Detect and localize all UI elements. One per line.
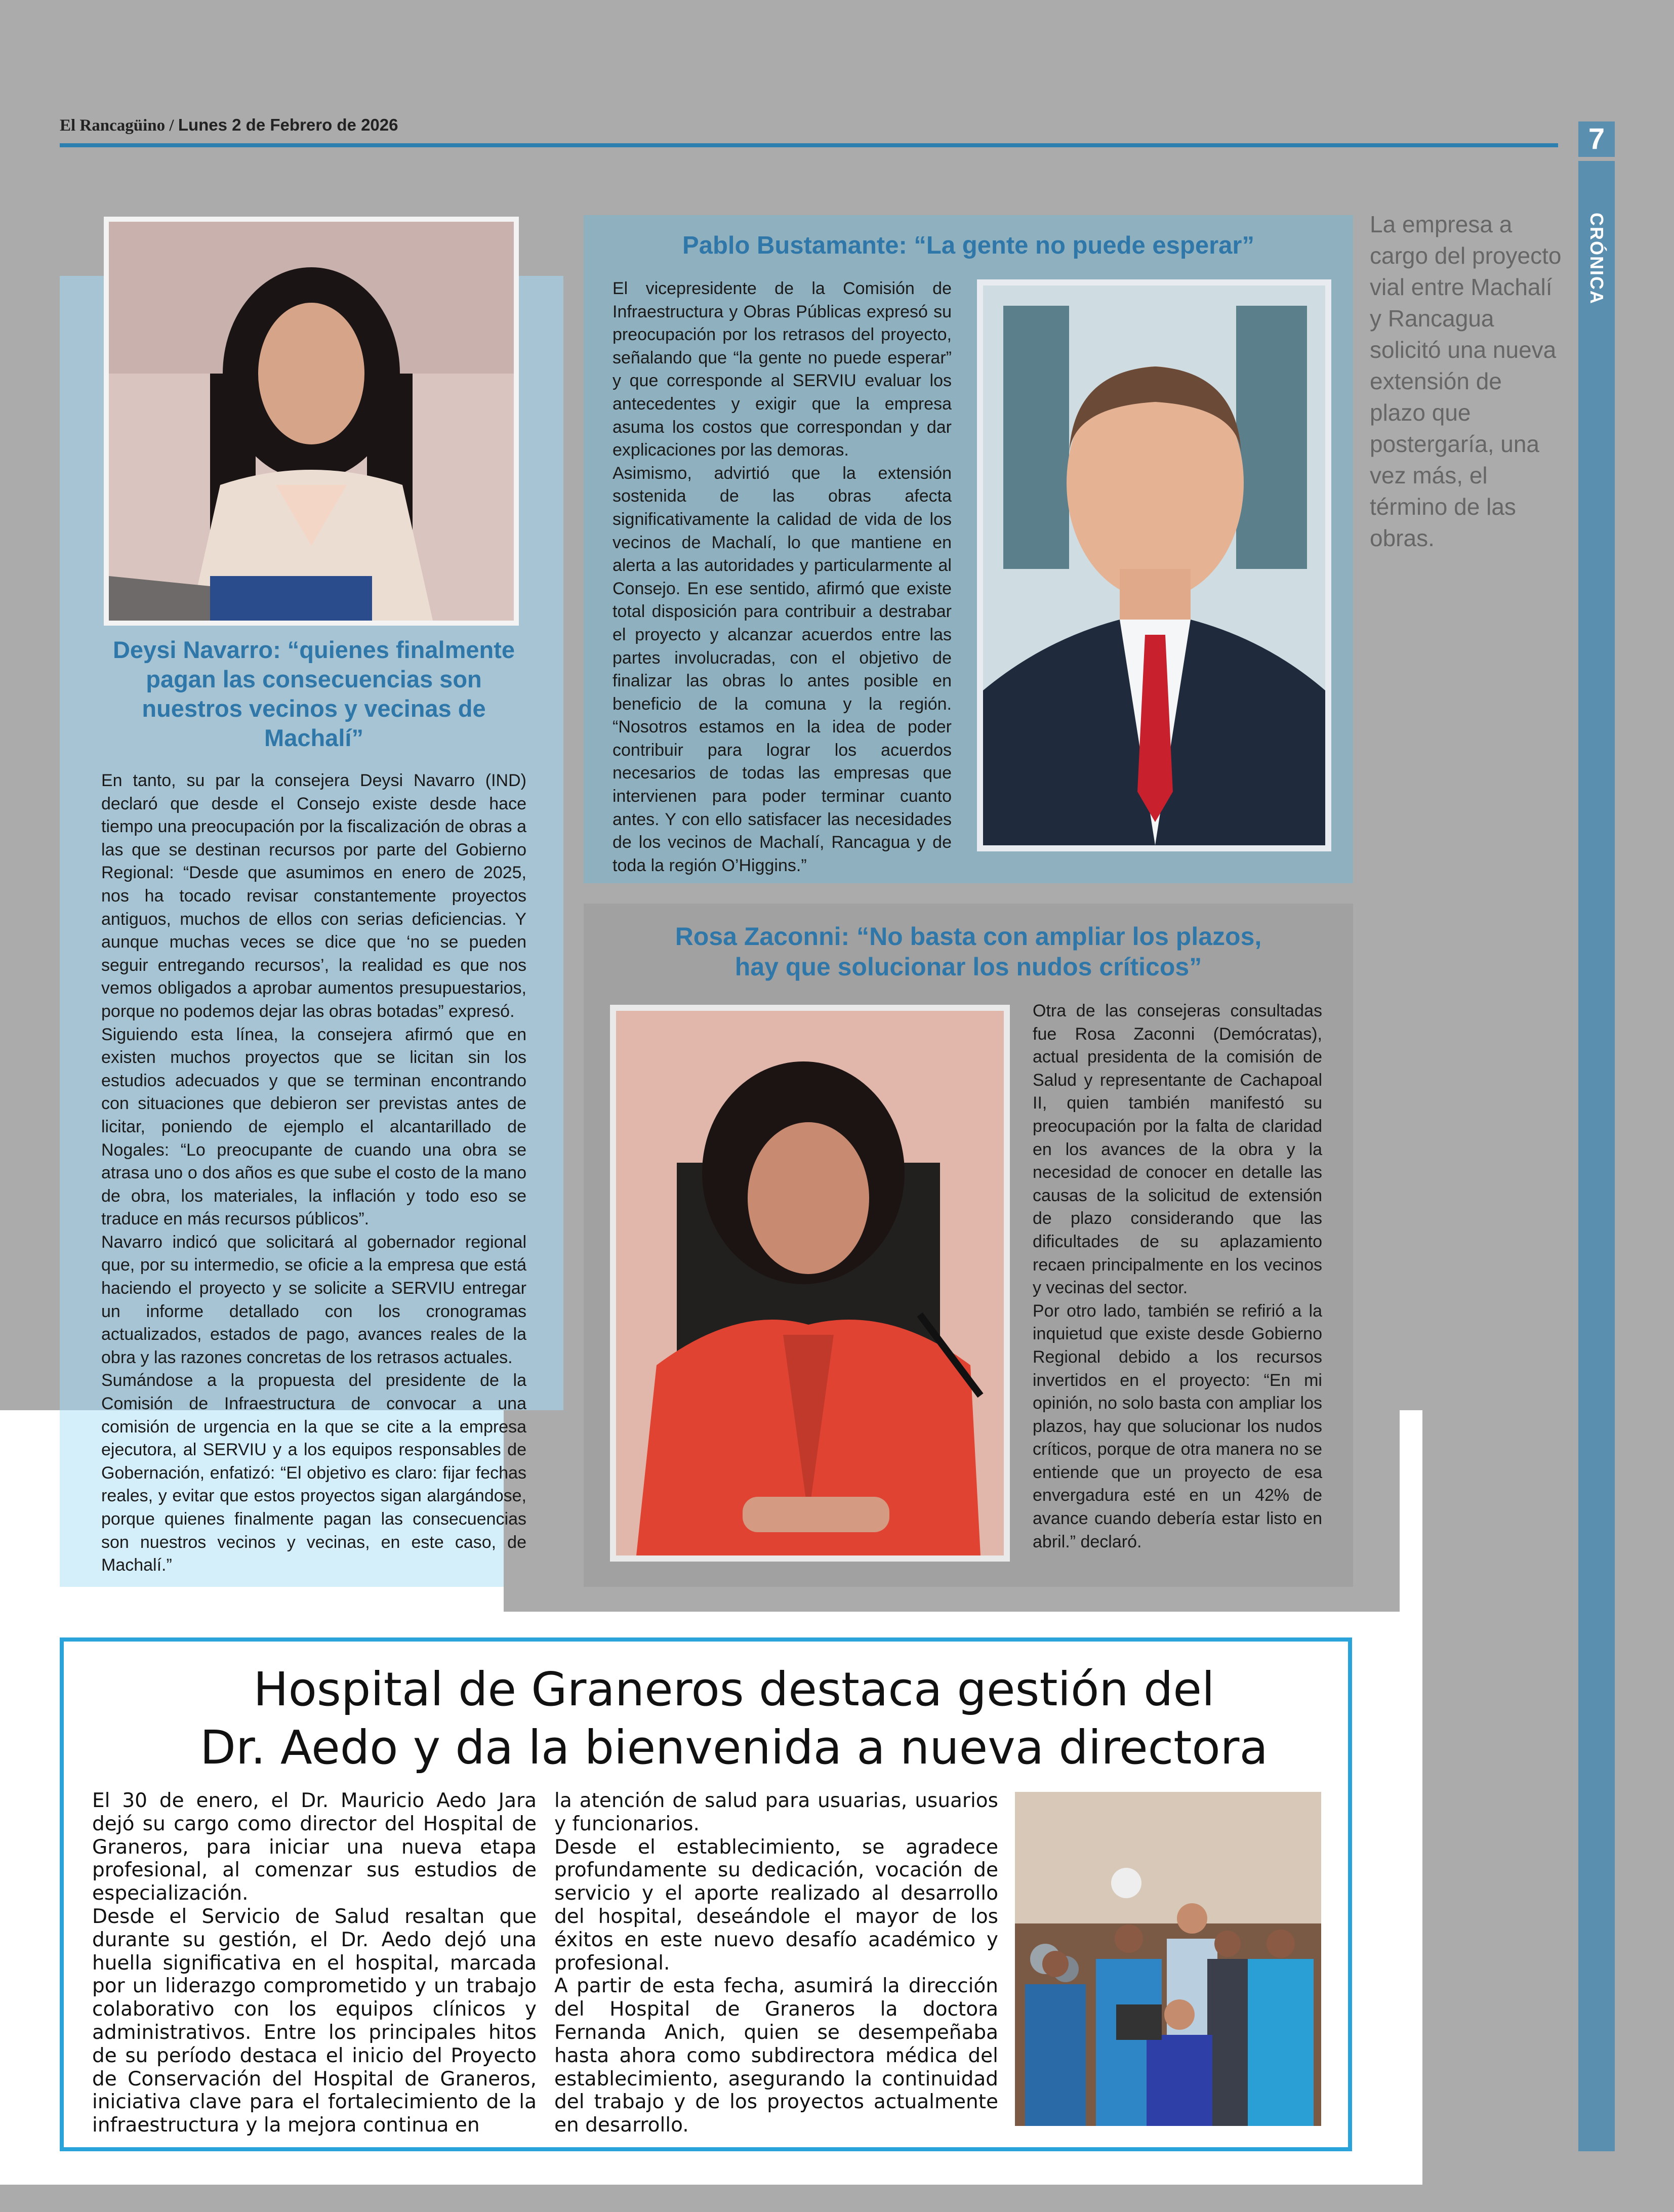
hospital-paragraph: A partir de esta fecha, asumirá la dirección del Hospital de Graneros la doctora Fernanda Anich, quien se desempeñaba hasta ahora como subdirectora médica del establecimiento, asegurando la continuidad del trabajo y de los proyectos actualmente en desarrollo. [554,1975,998,2137]
deysi-body [101,769,526,1577]
hospital-paragraph: Desde el Servicio de Salud resaltan que durante su gestión, el Dr. Aedo dejó una huella significativa en el hospital, marcada por un liderazgo comprometido y un trabajo colaborativo con los equipos clínicos y administrativos. Entre los principales hitos de su período destaca el inicio del Proyecto de Conservación del Hospital de Graneros, iniciativa clave para el fortalecimiento de la infraestructura y la mejora continua en [92,1905,537,2137]
section-label: CRÓNICA [1586,213,1607,305]
hospital-photo [1015,1792,1321,2126]
pull-quote: La empresa a cargo del proyecto vial entre Machalí y Rancagua solicitó una nueva extensión de plazo que postergaría, una vez más, el término de las obras. [1370,211,1562,551]
issue-date: Lunes 2 de Febrero de 2026 [178,115,398,134]
header-rule [60,143,1558,147]
hospital-column-1 [92,1789,537,2137]
rosa-heading [584,921,1353,982]
pablo-paragraph: Asimismo, advirtió que la extensión sostenida de las obras afecta significativamente la calidad de vida de los vecinos de Machalí, lo que mantiene en alerta a las autoridades y particularmente al Consejo. En ese sentido, afirmó que existe total disposición para contribuir a destrabar el proyecto y alcanzar acuerdos entre las partes involucradas, con el objetivo de finalizar las obras lo antes posible en beneficio de la comuna y la región. “Nosotros estamos en la idea de poder contribuir para lograr los acuerdos necesarios de todas las empresas que intervienen para poder terminar cuanto antes. Y con ello satisfacer las necesidades de los vecinos de Machalí, Rancagua y de toda la región O’Higgins.” [613,463,952,875]
rosa-paragraph: Otra de las consejeras consultadas fue Rosa Zaconni (Demócratas), actual presidenta de la comisión de Salud y representante de Cachapoal II, quien también manifestó su preocupación por la falta de claridad en los avances de la obra y la necesidad de conocer en detalle las causas de la solicitud de extensión de plazo considerando que las dificultades de su aplazamiento recaen principalmente en los vecinos y vecinas del sector. [1033,1001,1322,1298]
publication-name: El Rancagüino / [60,116,174,135]
hospital-paragraph: la atención de salud para usuarias, usuarios y funcionarios. [554,1789,998,1835]
pablo-heading: Pablo Bustamante: “La gente no puede esperar” [682,232,1254,259]
deysi-photo-frame [104,217,519,626]
masthead [60,115,398,135]
rosa-paragraph: Por otro lado, también se refirió a la inquietud que existe desde Gobierno Regional debido a los recursos invertidos en el proyecto: “En mi opinión, no solo basta con ampliar los plazos, hay que solucionar los nudos críticos, porque de otra manera no se entiende que un proyecto de esa envergadura esté en un 42% de avance cuando debería estar listo en abril.” declaró. [1033,1301,1322,1551]
rosa-photo [616,1011,1004,1555]
deysi-paragraph: En tanto, su par la consejera Deysi Navarro (IND) declaró que desde el Consejo existe desde hace tiempo una preocupación por la fiscalización de obras a las que se destinan recursos por parte del Gobierno Regional: “Desde que asumimos en enero de 2025, nos ha tocado revisar constantemente proyectos antiguos, muchos de ellos con serias deficiencias. Y aunque muchas veces se dice que ‘no se pueden seguir entregando recursos’, la realidad es que nos vemos obligados a aprobar aumentos presupuestarios, porque no podemos dejar las obras botadas” expresó. [101,771,526,1021]
deysi-paragraph: Navarro indicó que solicitará al gobernador regional que, por su intermedio, se oficie a la empresa que está haciendo el proyecto y se solicite a SERVIU entregar un informe detallado con los cronogramas actualizados, estados de pago, avances reales de la obra y las razones concretas de los retrasos actuales. [101,1232,526,1367]
rosa-photo-frame [610,1005,1010,1562]
hospital-paragraph: El 30 de enero, el Dr. Mauricio Aedo Jara dejó su cargo como director del Hospital de Graneros, para iniciar una nueva etapa profesional, al comenzar sus estudios de especialización. [92,1789,537,1905]
deysi-paragraph: Sumándose a la propuesta del presidente de la Comisión de Infraestructura de convocar a una comisión de urgencia en la que se cite a la empresa ejecutora, al SERVIU y a los equipos responsables de Gobernación, enfatizó: “El objetivo es claro: fijar fechas reales, y evitar que estos proyectos sigan alargándose, porque quienes finalmente pagan las consecuencias son nuestros vecinos y vecinas, en este caso, de Machalí.” [101,1371,526,1575]
pablo-paragraph: El vicepresidente de la Comisión de Infraestructura y Obras Públicas expresó su preocupación por los retrasos del proyecto, señalando que “la gente no puede esperar” y que corresponde al SERVIU evaluar los antecedentes y exigir que la empresa asuma los costos que correspondan y dar explicaciones por las demoras. [613,279,952,460]
hospital-headline-line: Hospital de Graneros destaca gestión del [253,1662,1215,1716]
hospital-paragraph: Desde el establecimiento, se agradece profundamente su dedicación, vocación de servicio y el aporte realizado al desarrollo del hospital, deseándole el mayor de los éxitos en este nuevo desafío académico y profesional. [554,1835,998,1975]
rosa-body [1033,1000,1322,1553]
hospital-headline [101,1660,1367,1777]
section-strip [1578,161,1615,2151]
page-number: 7 [1578,121,1615,157]
pablo-photo-frame [977,279,1331,851]
deysi-paragraph: Siguiendo esta línea, la consejera afirmó que en existen muchos proyectos que se licitan sin los estudios adecuados y que se terminan encontrando con situaciones que debieron ser previstas antes de licitar, poniendo de ejemplo el alcantarillado de Nogales: “Lo preocupante de cuando una obra se atrasa uno o dos años es que sube el costo de la mano de obra, los materiales, la inflación y todo eso se traduce en más recursos públicos”. [101,1025,526,1229]
pablo-body [613,277,952,877]
hospital-headline-line: Dr. Aedo y da la bienvenida a nueva directora [200,1721,1268,1775]
deysi-heading: Deysi Navarro: “quienes finalmente pagan las consecuencias son nuestros vecinos y vecinas de Machalí” [112,636,515,751]
rosa-heading-line: Rosa Zaconni: “No basta con ampliar los plazos, [675,922,1262,951]
pablo-photo [983,285,1325,845]
deysi-photo [109,222,514,621]
hospital-column-2 [554,1789,998,2137]
rosa-heading-line: hay que solucionar los nudos críticos” [734,953,1202,981]
